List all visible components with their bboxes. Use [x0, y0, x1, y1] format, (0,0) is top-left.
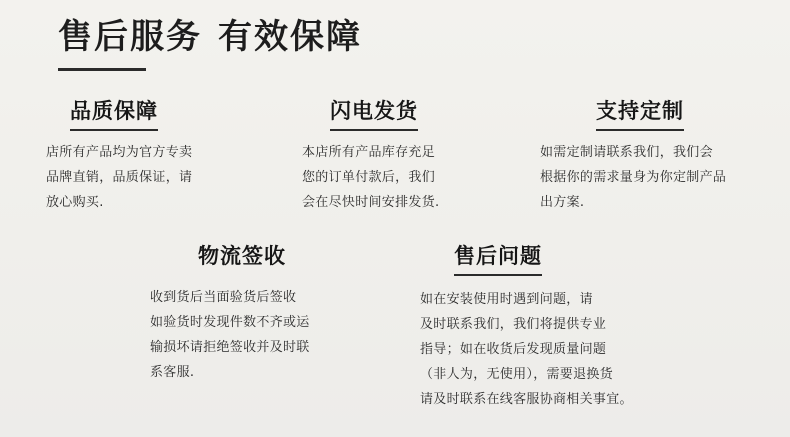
feature-body-line: 品牌直销，品质保证，请	[46, 169, 193, 185]
feature-body	[46, 141, 246, 216]
feature-title: 物流签收	[198, 244, 286, 268]
feature-body-line: 会在尽快时间安排发货.	[302, 194, 440, 210]
feature-title: 闪电发货	[330, 95, 418, 131]
title-underline-rule	[58, 68, 146, 71]
feature-body-line: 本店所有产品库存充足	[302, 145, 436, 160]
feature-body-line: 指导；如在收货后发现质量问题	[420, 341, 607, 357]
feature-title: 品质保障	[70, 95, 158, 131]
feature-body-line: （非人为，无使用），需要退换货	[420, 366, 614, 382]
feature-block-delivery-signoff	[150, 240, 365, 386]
feature-body-line: 放心购买.	[46, 194, 104, 210]
feature-body-line: 如在安装使用时遇到问题，请	[420, 292, 593, 307]
feature-block-quality	[46, 95, 246, 216]
feature-body-line: 及时联系我们，我们将提供专业	[420, 316, 607, 332]
feature-body	[150, 286, 365, 386]
feature-body-line: 根据你的需求量身为你定制产品	[540, 169, 727, 185]
feature-block-customization	[540, 95, 755, 216]
page-title-part2: 有效保障	[218, 17, 362, 57]
feature-body	[540, 141, 755, 216]
feature-body-line: 系客服.	[150, 364, 195, 380]
feature-body-line: 出方案.	[540, 194, 585, 210]
page-title-part1: 售后服务	[58, 17, 202, 57]
feature-body	[420, 288, 670, 413]
page-title	[58, 16, 362, 71]
feature-body-line: 请及时联系在线客服协商相关事宜。	[420, 391, 633, 407]
feature-block-after-sales	[420, 240, 670, 413]
feature-body-line: 店所有产品均为官方专卖	[46, 145, 193, 160]
page-title-text	[58, 16, 362, 59]
feature-body-line: 输损坏请拒绝签收并及时联	[150, 339, 310, 355]
feature-body	[302, 141, 502, 216]
feature-block-shipping	[302, 95, 502, 216]
feature-body-line: 收到货后当面验货后签收	[150, 290, 297, 305]
feature-title: 售后问题	[454, 240, 542, 276]
feature-body-line: 如需定制请联系我们，我们会	[540, 145, 713, 160]
feature-title: 支持定制	[596, 95, 684, 131]
feature-body-line: 您的订单付款后，我们	[302, 169, 436, 185]
feature-body-line: 如验货时发现件数不齐或运	[150, 314, 310, 330]
